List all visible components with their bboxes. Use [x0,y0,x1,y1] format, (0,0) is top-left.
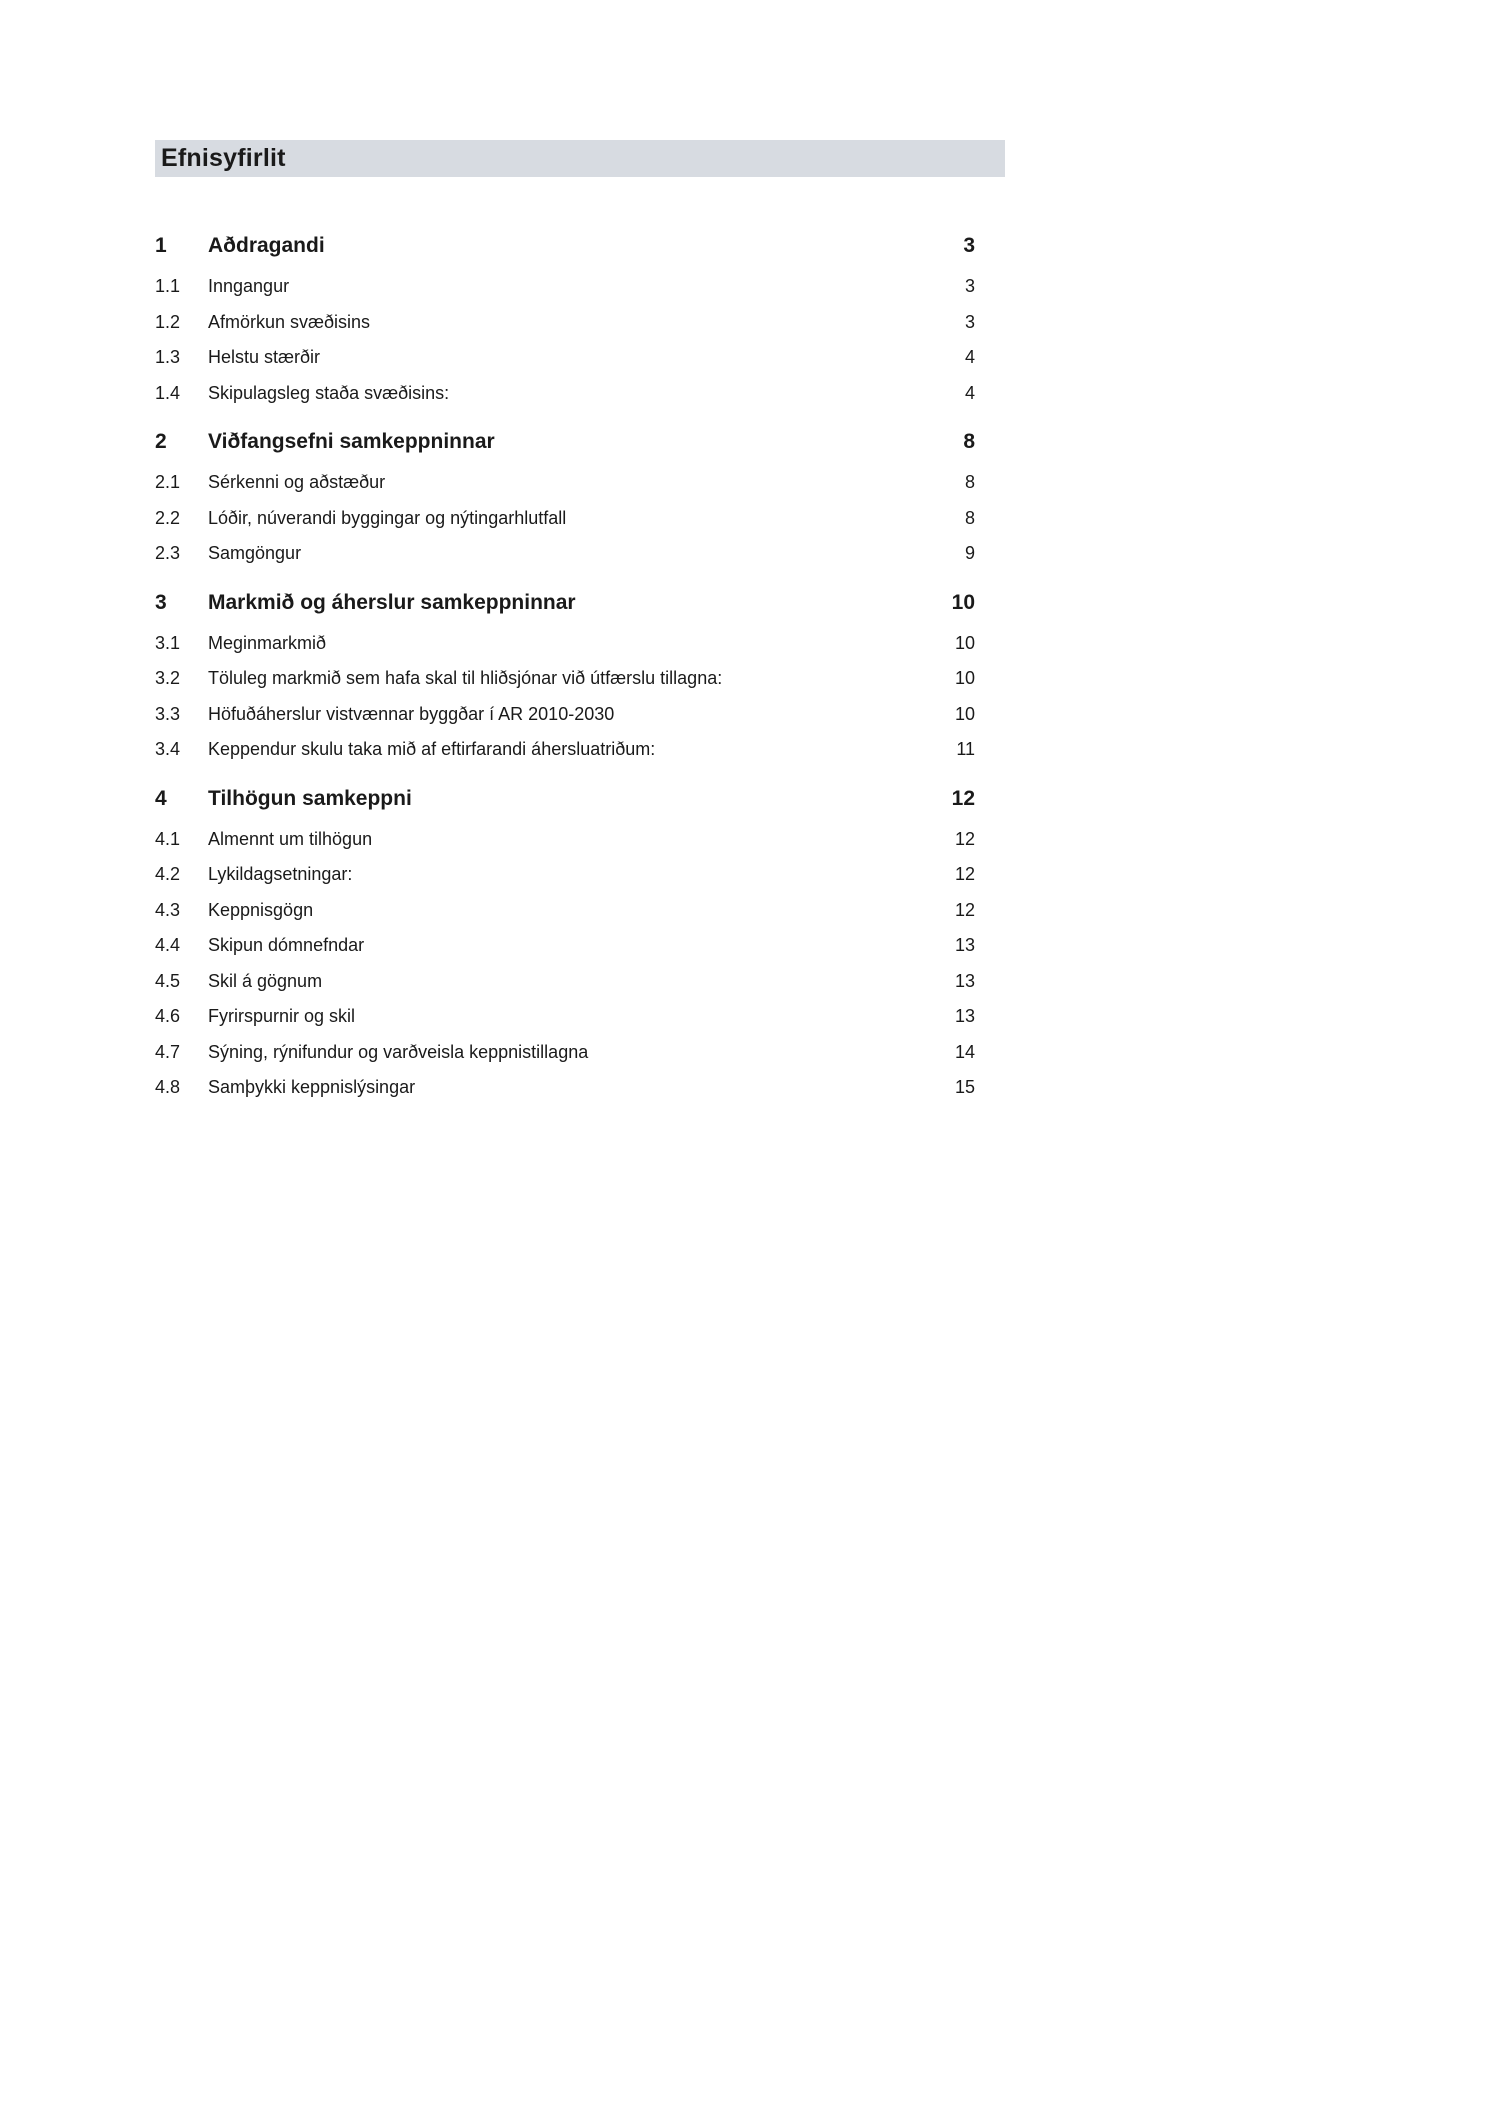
toc-entry-title: Meginmarkmið [208,632,327,653]
toc-entry-number: 1.2 [155,311,181,332]
toc-entry-title: Höfuðáherslur vistvænnar byggðar í AR 2010-2030 [208,703,615,724]
toc-entry-title: Sérkenni og aðstæður [208,472,386,492]
toc-entry-number: 4 [155,786,167,810]
document-content [155,140,1005,1106]
toc-entry-number: 4.7 [155,1041,181,1062]
toc-item-row [155,626,975,662]
toc-entry-title: Skipulagsleg staða svæðisins: [208,382,450,403]
toc-item-row [155,536,975,572]
toc-entry-page: 3 [964,311,975,332]
toc-entry-page: 12 [954,864,975,884]
toc-entry-title: Keppendur skulu taka mið af eftirfarandi áhersluatriðum: [208,739,656,759]
toc-entry-page: 11 [956,739,975,759]
toc-entry-number: 1 [155,234,167,257]
toc-entry-number: 2 [155,430,167,453]
toc-entry-page: 10 [951,590,975,614]
toc-entry-page: 8 [964,507,975,528]
toc-entry-page: 10 [954,632,975,653]
toc-item-row [155,1070,975,1106]
toc-entry-title: Samgöngur [208,543,302,563]
toc-item-row [155,1035,975,1071]
toc-entry-number: 3.1 [155,632,181,653]
toc-entry-page: 10 [954,703,975,724]
toc-item-row [155,964,975,1000]
toc-item-row [155,376,975,412]
toc-item-row [155,928,975,964]
toc-entry-page: 4 [964,347,975,367]
toc-entry-number: 1.4 [155,382,181,403]
toc-entry-title: Lóðir, núverandi byggingar og nýtingarhlutfall [208,507,567,528]
toc-item-row [155,269,975,305]
toc-item-row [155,732,975,768]
toc-entry-page: 10 [954,668,975,688]
toc-entry-page: 8 [963,430,975,453]
toc-item-row [155,822,975,858]
toc-item-row [155,857,975,893]
toc-entry-number: 4.6 [155,1006,181,1026]
toc-entry-title: Helstu stærðir [208,347,321,367]
toc-entry-number: 4.4 [155,935,181,955]
toc-entry-title: Skil á gögnum [208,970,323,991]
toc-entry-number: 1.3 [155,347,181,367]
toc-entry-number: 1.1 [155,276,181,296]
toc-entry-number: 2.1 [155,472,181,492]
toc-entry-title: Keppnisgögn [208,899,314,920]
toc-entry-title: Aðdragandi [208,234,325,257]
toc-entry-number: 2.2 [155,507,181,528]
toc-entry-page: 4 [964,382,975,403]
toc-entry-page: 14 [954,1041,975,1062]
toc-entry-number: 2.3 [155,543,181,563]
toc-entry-title: Samþykki keppnislýsingar [208,1077,416,1097]
toc-section-row [155,782,975,815]
page-title-bar [155,140,1005,177]
toc-entry-title: Sýning, rýnifundur og varðveisla keppnistillagna [208,1041,589,1062]
toc-entry-title: Tilhögun samkeppni [208,786,412,810]
toc-entry-number: 3.3 [155,703,181,724]
toc-item-row [155,999,975,1035]
page-title: Efnisyfirlit [161,144,286,172]
toc-entry-page: 13 [954,935,975,955]
toc-entry-title: Lykildagsetningar: [208,864,353,884]
toc-entry-page: 12 [954,899,975,920]
toc-entry-number: 4.3 [155,899,181,920]
toc-entry-number: 3.4 [155,739,181,759]
toc-item-row [155,661,975,697]
toc-entry-title: Markmið og áherslur samkeppninnar [208,590,576,614]
table-of-contents [155,229,975,1106]
toc-entry-title: Inngangur [208,276,290,296]
toc-entry-page: 8 [964,472,975,492]
toc-entry-page: 13 [954,970,975,991]
toc-item-row [155,465,975,501]
toc-item-row [155,697,975,733]
toc-item-row [155,501,975,537]
toc-entry-number: 3.2 [155,668,181,688]
toc-entry-title: Fyrirspurnir og skil [208,1006,356,1026]
toc-entry-page: 12 [951,786,975,810]
toc-entry-title: Afmörkun svæðisins [208,311,371,332]
toc-entry-page: 13 [954,1006,975,1026]
toc-entry-page: 3 [964,276,975,296]
toc-section-row [155,229,975,262]
toc-entry-number: 3 [155,590,167,614]
toc-entry-number: 4.1 [155,828,181,849]
toc-entry-page: 9 [964,543,975,563]
toc-entry-page: 15 [954,1077,975,1097]
toc-entry-number: 4.5 [155,970,181,991]
toc-entry-title: Skipun dómnefndar [208,935,365,955]
toc-item-row [155,340,975,376]
toc-entry-number: 4.8 [155,1077,181,1097]
toc-item-row [155,893,975,929]
toc-entry-title: Almennt um tilhögun [208,828,373,849]
toc-entry-title: Viðfangsefni samkeppninnar [208,430,495,453]
toc-entry-page: 12 [954,828,975,849]
toc-entry-page: 3 [963,234,975,257]
toc-entry-title: Töluleg markmið sem hafa skal til hliðsjónar við útfærslu tillagna: [208,668,723,688]
toc-section-row [155,425,975,458]
toc-section-row [155,586,975,619]
toc-entry-number: 4.2 [155,864,181,884]
toc-item-row [155,305,975,341]
